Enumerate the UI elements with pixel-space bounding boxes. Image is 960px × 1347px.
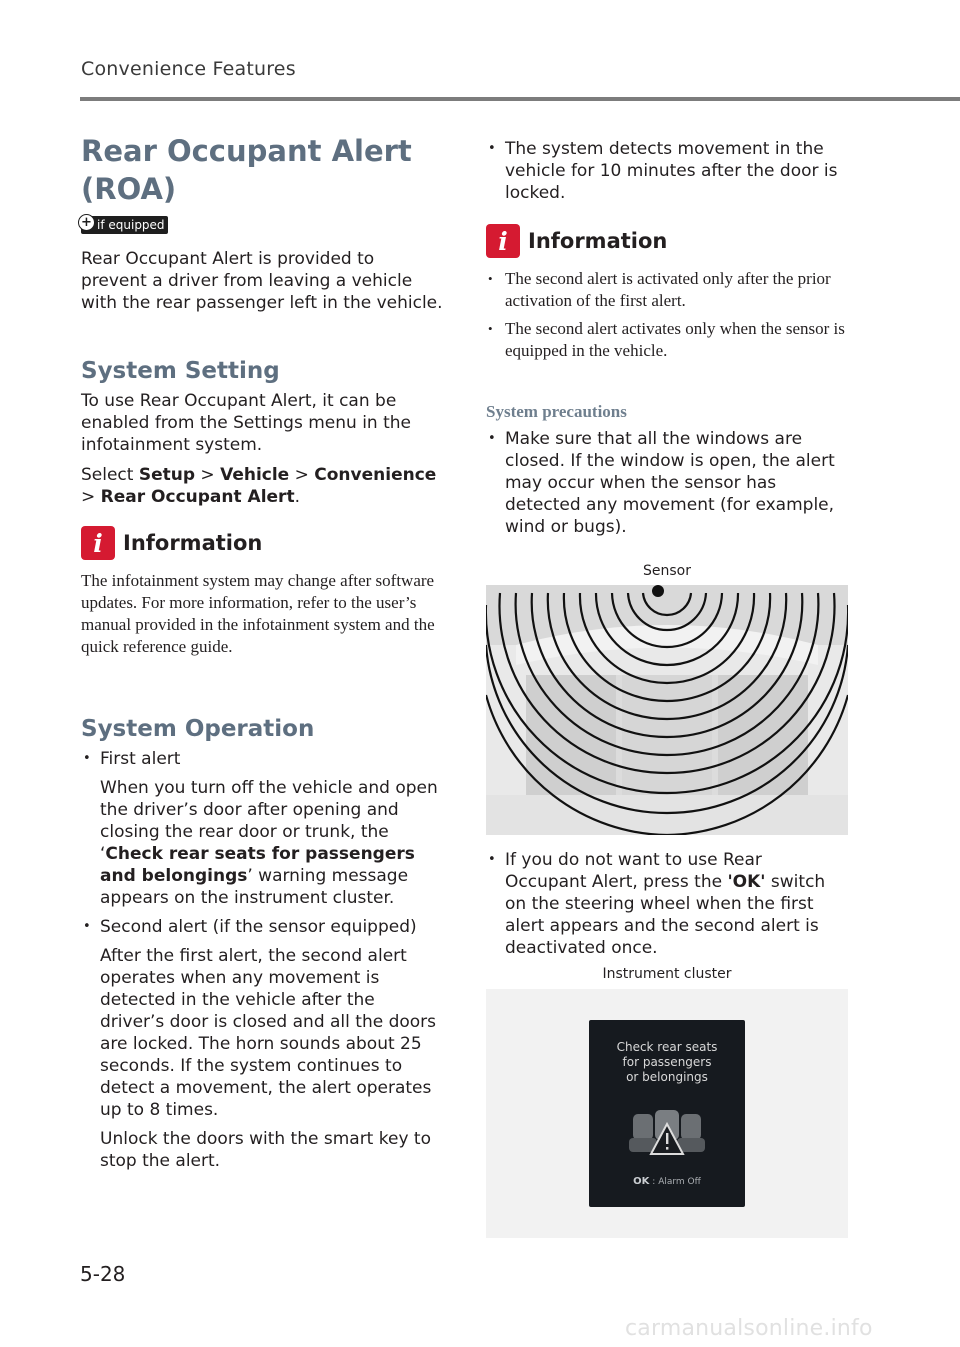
system-operation-heading: System Operation xyxy=(81,716,315,742)
page-number: 5-28 xyxy=(80,1262,126,1286)
precaution-list xyxy=(486,428,848,538)
menu-path-setup: Setup xyxy=(138,465,196,485)
rear-cabin-sensor-diagram xyxy=(486,585,848,835)
cluster-message-line: for passengers xyxy=(622,1055,712,1069)
second-alert-label: Second alert (if the sensor equipped) xyxy=(100,917,417,937)
intro-paragraph: Rear Occupant Alert is provided to prevent a driver from leaving a vehicle with the rear passenger left in the vehicle. xyxy=(81,249,443,313)
menu-path-sep: > xyxy=(81,487,101,507)
header-divider xyxy=(80,97,960,101)
ok-text-post: switch on the steering wheel when the first alert appears and the second alert is deactivated once. xyxy=(505,872,826,958)
sensor-dot-icon xyxy=(652,585,664,597)
menu-path-prefix: Select xyxy=(81,465,139,485)
cluster-alarm-off-label: : Alarm Off xyxy=(652,1177,701,1187)
ok-text-pre: If you do not want to use Rear Occupant Alert, press the xyxy=(505,850,762,892)
list-item: • Make sure that all the windows are closed. If the window is open, the alert may occur when the sensor has detected any movement (for example, wind or bugs). xyxy=(486,428,848,538)
cluster-footer xyxy=(589,1176,745,1187)
badge-label: if equipped xyxy=(97,218,165,232)
info-header xyxy=(486,224,848,258)
menu-path-sep: > xyxy=(289,465,315,485)
ok-switch-list xyxy=(486,849,848,959)
cluster-figure xyxy=(486,989,848,1238)
cluster-caption: Instrument cluster xyxy=(602,966,732,982)
right-column xyxy=(486,138,848,538)
info-title: Information xyxy=(528,229,668,253)
cluster-ok-label: OK xyxy=(633,1176,650,1187)
first-alert-paragraph xyxy=(100,777,443,909)
first-alert-label: First alert xyxy=(100,749,181,769)
left-column xyxy=(81,132,443,1172)
system-setting-heading: System Setting xyxy=(81,358,280,384)
page-title-line2: (ROA) xyxy=(81,172,177,206)
info-note-list xyxy=(486,268,848,362)
first-alert-text-post: ’ warning message appears on the instrument cluster. xyxy=(100,866,409,908)
plus-icon: + xyxy=(78,214,95,231)
menu-path-roa: Rear Occupant Alert xyxy=(100,487,295,507)
second-alert-paragraph: After the first alert, the second alert operates when any movement is detected in the vehicle after the driver’s door is closed and all the doors are locked. The horn sounds about 25 seconds. If the system continues to detect a movement, the alert operates up to 8 times. xyxy=(100,946,437,1120)
list-item xyxy=(81,916,443,1172)
list-item: • The second alert is activated only after the prior activation of the first alert. xyxy=(486,268,848,312)
info-header xyxy=(81,526,443,560)
ok-switch-section xyxy=(486,849,848,959)
operation-list xyxy=(81,748,443,1172)
list-item: • The second alert activates only when the sensor is equipped in the vehicle. xyxy=(486,318,848,362)
page-title-line1: Rear Occupant Alert xyxy=(81,134,412,168)
info-icon: i xyxy=(81,526,115,560)
sensor-caption: Sensor xyxy=(643,563,691,579)
info-note-paragraph: The infotainment system may change after software updates. For more information, refer to the user’s manual provided in the infotainment system and the quick reference guide. xyxy=(81,571,435,656)
cluster-message-line: Check rear seats xyxy=(616,1040,718,1054)
seats-warning-icon xyxy=(627,1108,707,1164)
cluster-message xyxy=(589,1040,745,1085)
ok-switch-label: 'OK' xyxy=(727,872,766,892)
page-title xyxy=(81,132,443,208)
list-item xyxy=(81,748,443,909)
setting-paragraph: To use Rear Occupant Alert, it can be enabled from the Settings menu in the infotainment system. xyxy=(81,391,411,455)
header-section-title: Convenience Features xyxy=(81,58,296,80)
menu-path-convenience: Convenience xyxy=(314,465,437,485)
list-item xyxy=(486,849,848,959)
cluster-message-line: or belongings xyxy=(626,1070,708,1084)
if-equipped-badge xyxy=(81,216,168,234)
cluster-screen xyxy=(589,1020,745,1207)
system-precautions-heading: System precautions xyxy=(486,402,627,421)
unlock-paragraph: Unlock the doors with the smart key to stop the alert. xyxy=(100,1129,431,1171)
sensor-illustration xyxy=(486,585,848,835)
watermark: carmanualsonline.info xyxy=(625,1316,873,1341)
warning-message-text: Check rear seats for passengers and belongings xyxy=(100,844,415,886)
info-icon: i xyxy=(486,224,520,258)
menu-path-paragraph xyxy=(81,464,443,508)
menu-path-end: . xyxy=(294,487,300,507)
list-item: • The system detects movement in the vehicle for 10 minutes after the door is locked. xyxy=(486,138,848,204)
detect-list xyxy=(486,138,848,204)
menu-path-sep: > xyxy=(195,465,221,485)
menu-path-vehicle: Vehicle xyxy=(220,465,290,485)
info-title: Information xyxy=(123,531,263,555)
first-alert-text-pre: When you turn off the vehicle and open the driver’s door after opening and closing the rear door or trunk, the ‘ xyxy=(100,778,438,864)
